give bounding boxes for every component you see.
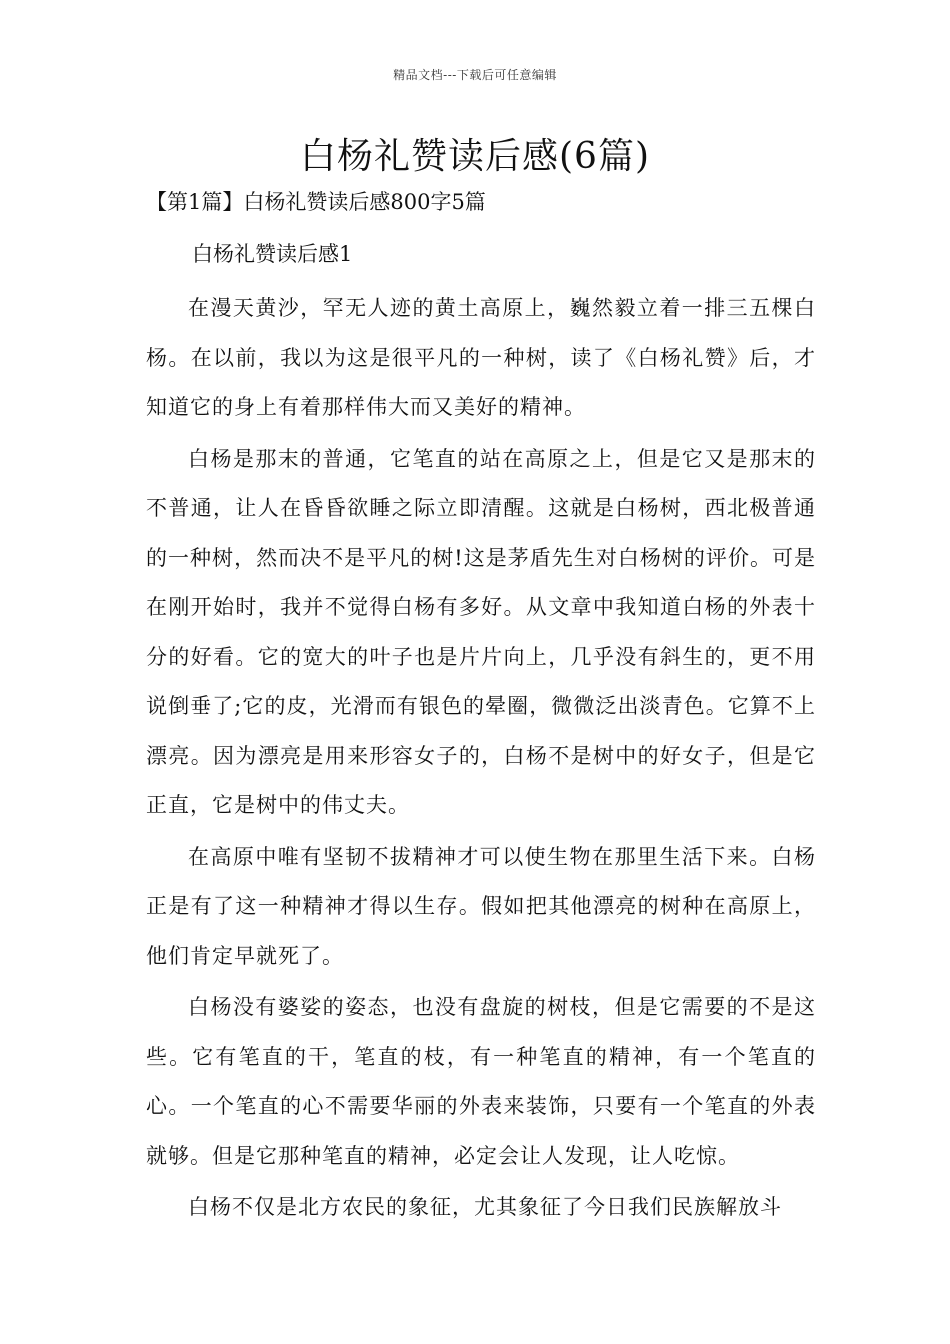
header-note: 精品文档---下载后可任意编辑 (393, 68, 557, 82)
paragraph: 在漫天黄沙，罕无人迹的黄土高原上，巍然毅立着一排三五棵白杨。在以前，我以为这是很平凡的一种树，读了《白杨礼赞》后，才知道它的身上有着那样伟大而又美好的精神。 (146, 296, 816, 419)
paragraph: 白杨不仅是北方农民的象征，尤其象征了今日我们民族解放斗 (188, 1195, 782, 1219)
section-heading: 【第1篇】白杨礼赞读后感800字5篇 (146, 190, 486, 214)
paragraph: 在高原中唯有坚韧不拔精神才可以使生物在那里生活下来。白杨正是有了这一种精神才得以生存。假如把其他漂亮的树种在高原上，他们肯定早就死了。 (146, 844, 816, 968)
sub-heading: 白杨礼赞读后感1 (192, 242, 353, 266)
paragraph: 白杨是那末的普通，它笔直的站在高原之上，但是它又是那末的不普通，让人在昏昏欲睡之际立即清醒。这就是白杨树，西北极普通的一种树，然而决不是平凡的树!这是茅盾先生对白杨树的评价。可是在刚开始时，我并不觉得白杨有多好。从文章中我知道白杨的外表十分的好看。它的宽大的叶子也是片片向上，几乎没有斜生的，更不用说倒垂了;它的皮，光滑而有银色的晕圈，微微泛出淡青色。它算不上漂亮。因为漂亮是用来形容女子的，白杨不是树中的好女子，但是它正直，它是树中的伟丈夫。 (146, 446, 816, 817)
paragraph: 白杨没有婆娑的姿态，也没有盘旋的树枝，但是它需要的不是这些。它有笔直的干，笔直的枝，有一种笔直的精神，有一个笔直的心。一个笔直的心不需要华丽的外表来装饰，只要有一个笔直的外表就够。但是它那种笔直的精神，必定会让人发现，让人吃惊。 (146, 995, 816, 1168)
body-text (146, 284, 816, 1235)
page-title: 白杨礼赞读后感(6篇) (300, 136, 650, 177)
